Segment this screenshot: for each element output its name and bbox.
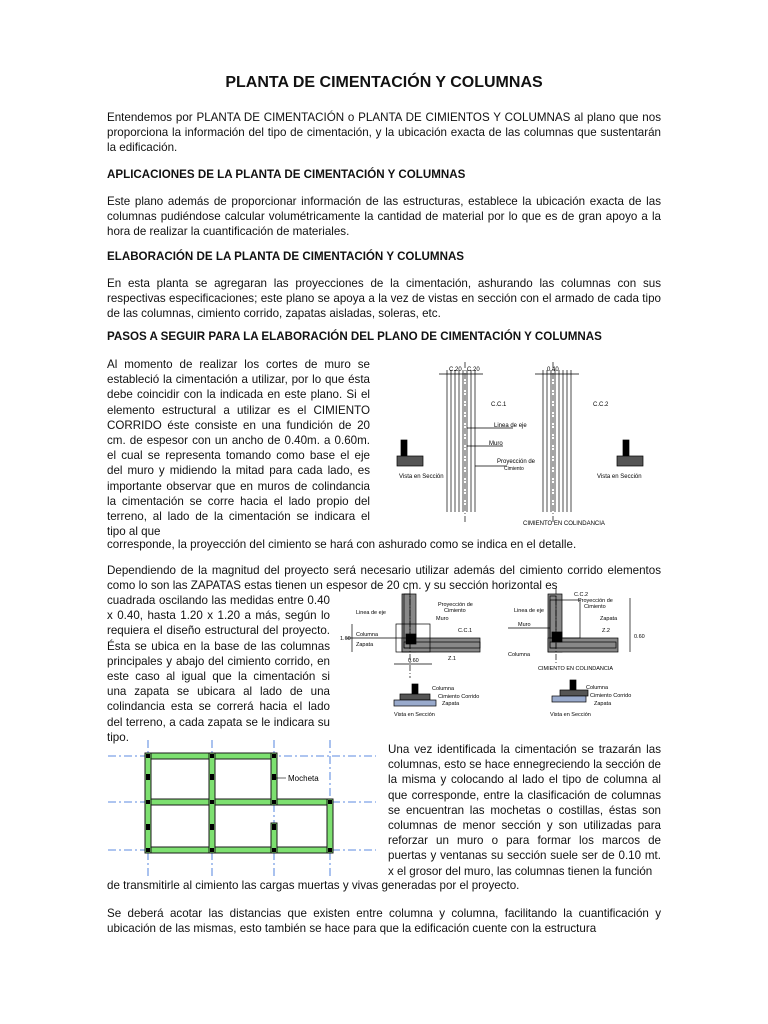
- z1-label: Z.1: [448, 656, 456, 662]
- proyeccion-label: Proyección de: [497, 459, 536, 465]
- colindancia-label: CIMIENTO EN COLINDANCIA: [523, 521, 605, 527]
- zapatas-paragraph-col: cuadrada oscilando las medidas entre 0.40 x 0.40, hasta 1.20 x 1.20 a más, según lo requiera el diseño estructural del proyecto. Ésta se ubica en la base de las columnas principales y abajo del cimiento corrido, en este caso al igual que la cimentación si una zapata se ubicara al lado de una colindancia esta se correrá hacia el lado del terreno, a cada zapata se le indicara su tipo.: [107, 594, 330, 744]
- vista-label: Vista en Sección: [550, 712, 591, 718]
- columna-label: Columna: [508, 652, 531, 658]
- columna-label: Columna: [356, 632, 379, 638]
- heading-elaboracion: ELABORACIÓN DE LA PLANTA DE CIMENTACIÓN Y COLUMNAS: [107, 250, 465, 263]
- page-title: PLANTA DE CIMENTACIÓN Y COLUMNAS: [225, 74, 543, 91]
- dim-label: 1.60: [340, 636, 351, 642]
- dim-label: 0.60: [408, 658, 419, 664]
- muro-label: Muro: [489, 441, 503, 447]
- legend-columna: Columna: [432, 686, 455, 692]
- columnas-paragraph-end: de transmitirle al cimiento las cargas muertas y vivas generadas por el proyecto.: [107, 879, 520, 892]
- vista-label: Vista en Sección: [399, 474, 444, 480]
- cc1-label: C.C.1: [491, 402, 507, 408]
- dim-label: C.20: [449, 367, 462, 373]
- z2-label: Z.2: [602, 628, 610, 634]
- planta-columnas-figure: [108, 740, 376, 876]
- vista-label: Vista en Sección: [394, 712, 435, 718]
- zapata-label: Zapata: [356, 642, 374, 648]
- muro-label: Muro: [436, 616, 449, 622]
- heading-aplicaciones: APLICACIONES DE LA PLANTA DE CIMENTACIÓN Y COLUMNAS: [107, 168, 466, 181]
- mocheta-label: Mocheta: [288, 774, 319, 783]
- zapatas-figure: [338, 588, 664, 720]
- legend-cimiento: Cimiento Corrido: [438, 694, 480, 700]
- intro-paragraph: Entendemos por PLANTA DE CIMENTACIÓN o PLANTA DE CIMIENTOS Y COLUMNAS al plano que nos proporciona la información del tipo de cimentación, y la ubicación exacta de las columnas que sustentarán la edificación.: [107, 111, 661, 154]
- vista-label: Vista en Sección: [597, 474, 642, 480]
- legend-cimiento: Cimiento Corrido: [590, 693, 632, 699]
- proy-label: Cimiento: [444, 608, 466, 614]
- heading-pasos: PASOS A SEGUIR PARA LA ELABORACIÓN DEL PLANO DE CIMENTACIÓN Y COLUMNAS: [107, 330, 602, 343]
- dim-label: C.20: [467, 367, 480, 373]
- dim-label: 0.40: [547, 367, 559, 373]
- cc2-label: C.C.2: [574, 592, 589, 598]
- proy-label: Proyección de: [578, 598, 613, 604]
- cimiento-corrido-figure: [395, 362, 665, 534]
- proyeccion-label: Cimiento: [504, 466, 524, 472]
- columnas-paragraph: Una vez identificada la cimentación se trazarán las columnas, esto se hace ennegreciendo la sección de la misma y colocando al lado el tipo de columna al que corresponde, entre la clasificación de columnas se encuentran las mochetas o costillas, éstas son columnas de menor sección y son utilizadas para reforzar un muro o para formar los marcos de puertas y ventanas su sección suele ser de 0.10 mt. x el grosor del muro, las columnas tienen la función: [388, 743, 661, 878]
- legend-zapata: Zapata: [442, 701, 460, 707]
- cc1-label: C.C.1: [458, 628, 473, 634]
- dim-label: 0.60: [634, 634, 645, 640]
- colindancia-label: CIMIENTO EN COLINDANCIA: [538, 666, 614, 672]
- aplicaciones-paragraph: Este plano además de proporcionar información de las estructuras, establece la ubicación exacta de las columnas pudiéndose calcular volumétricamente la cantidad de material por lo que es de gran apoyo a la hora de realizar la cuantificación de materiales.: [107, 195, 661, 238]
- zapata-label: Zapata: [600, 616, 618, 622]
- muro-label: Muro: [518, 622, 531, 628]
- legend-columna: Columna: [586, 685, 609, 691]
- zapatas-paragraph: Dependiendo de la magnitud del proyecto será necesario utilizar además del cimiento corrido elementos como lo son las ZAPATAS estas tienen un espesor de 20 cm. y su sección horizontal es: [107, 564, 661, 592]
- cimiento-paragraph-end: corresponde, la proyección del cimiento se hará con ashurado como se indica en el detalle.: [107, 538, 577, 551]
- cimiento-paragraph: Al momento de realizar los cortes de muro se estableció la cimentación a utilizar, por lo que ésta debe coincidir con la indicada en este plano. Si el elemento estructural a utilizar es el CIMIENTO CORRIDO éste consiste en una fundición de 20 cm. de espesor con un ancho de 0.40m. a 0.60m. el cual se representa tomando como base el eje del muro y midiendo la mitad para cada lado, es importante observar que en muros de colindancia la cimentación se corre hacia el lado propio del terreno, al lado de la cimentación se indicara el tipo al que: [107, 358, 370, 539]
- linea-eje-label: Linea de eje: [514, 608, 544, 614]
- legend-zapata: Zapata: [594, 701, 612, 707]
- elaboracion-paragraph: En esta planta se agregaran las proyecciones de la cimentación, ashurando las columnas con sus respectivas especificaciones; este plano se apoya a la vez de vistas en sección con el armado de cada tipo de las columnas, cimiento corrido, zapatas aisladas, soleras, etc.: [107, 277, 661, 320]
- acotar-paragraph: Se deberá acotar las distancias que existen entre columna y columna, facilitando la cuantificación y ubicación de las mismas, esto también se hace para que la edificación cuente con la estructura: [107, 907, 661, 935]
- linea-eje-label: Linea de eje: [494, 423, 527, 429]
- proy-label: Cimiento: [584, 604, 606, 610]
- cc2-label: C.C.2: [593, 402, 609, 408]
- linea-eje-label: Linea de eje: [356, 610, 386, 616]
- proy-label: Proyección de: [438, 602, 473, 608]
